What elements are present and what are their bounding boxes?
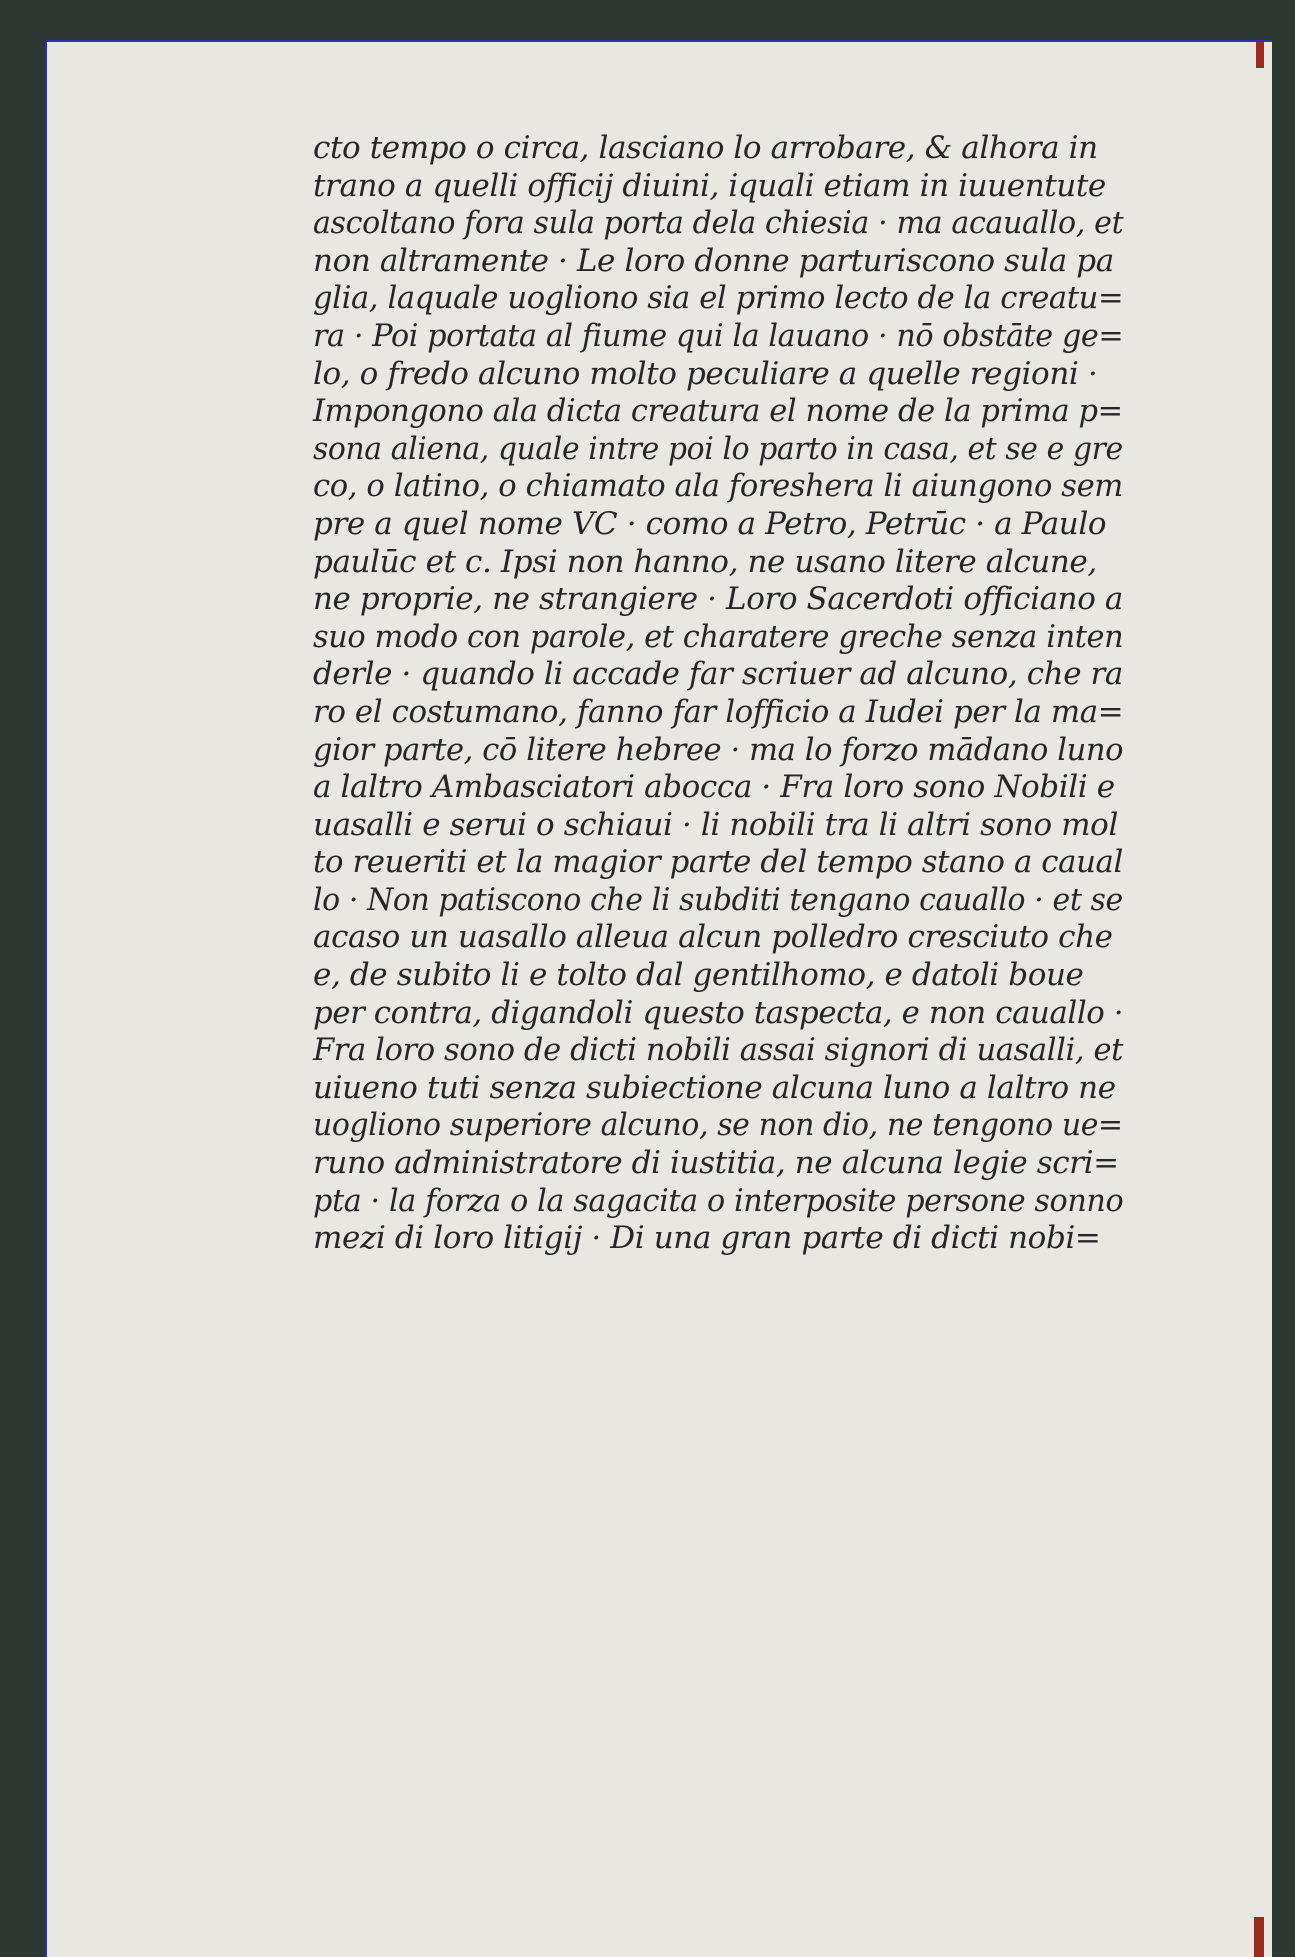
text-line: ro el costumano, fanno far lofficio a Iudei per la ma= <box>313 693 1124 730</box>
text-line: paulūc et c. Ipsi non hanno, ne usano litere alcune, <box>313 543 1097 580</box>
page-edge-mark-top <box>1256 42 1264 68</box>
text-line: ne proprie, ne strangiere · Loro Sacerdoti officiano a <box>313 581 1123 618</box>
text-line: pre a quel nome VC · como a Petro, Petrūc · a Paulo <box>313 505 1107 542</box>
text-line: sona aliena, quale intre poi lo parto in casa, et se e gre <box>313 430 1123 467</box>
text-line: uogliono superiore alcuno, se non dio, ne tengono ue= <box>313 1107 1123 1144</box>
text-line: Impongono ala dicta creatura el nome de la prima p= <box>313 393 1123 430</box>
text-line: Fra loro sono de dicti nobili assai signori di uasalli, et <box>313 1032 1124 1069</box>
text-line: lo, o fredo alcuno molto peculiare a quelle regioni · <box>313 355 1098 392</box>
text-line: glia, laquale uogliono sia el primo lecto de la creatu= <box>313 280 1124 317</box>
page-text-block <box>313 130 1123 1258</box>
text-line: runo administratore di iustitia, ne alcuna legie scri= <box>313 1145 1119 1182</box>
text-line: co, o latino, o chiamato ala foreshera li aiungono sem <box>313 468 1123 505</box>
text-line: cto tempo o circa, lasciano lo arrobare, & alhora in <box>313 130 1098 166</box>
text-line: a laltro Ambasciatori abocca · Fra loro sono Nobili e <box>313 769 1115 806</box>
text-line: acaso un uasallo alleua alcun polledro cresciuto che <box>313 919 1113 956</box>
text-line: ascoltano fora sula porta dela chiesia · ma acauallo, et <box>313 205 1124 242</box>
text-line: uiueno tuti senza subiectione alcuna luno a laltro ne <box>313 1069 1116 1106</box>
text-line: non altramente · Le loro donne parturiscono sula pa <box>313 242 1114 279</box>
text-line: trano a quelli officij diuini, iquali etiam in iuuentute <box>313 167 1106 204</box>
text-line: suo modo con parole, et charatere greche senza inten <box>313 618 1124 655</box>
text-line: pta · la forza o la sagacita o interposite persone sonno <box>313 1182 1124 1219</box>
text-line: mezi di loro litigij · Di una gran parte di dicti nobi= <box>313 1220 1101 1257</box>
page-edge-mark-bottom <box>1254 1917 1264 1957</box>
text-line: derle · quando li accade far scriuer ad alcuno, che ra <box>313 656 1123 693</box>
text-line: e, de subito li e tolto dal gentilhomo, e datoli boue <box>313 957 1084 994</box>
text-line: uasalli e serui o schiaui · li nobili tra li altri sono mol <box>313 806 1118 843</box>
text-line: lo · Non patiscono che li subditi tengano cauallo · et se <box>313 881 1123 918</box>
text-line: ra · Poi portata al fiume qui la lauano · nō obstāte ge= <box>313 317 1124 354</box>
text-line: gior parte, cō litere hebree · ma lo forzo mādano luno <box>313 731 1124 768</box>
text-line: to reueriti et la magior parte del tempo stano a caual <box>313 844 1123 881</box>
text-line: per contra, digandoli questo taspecta, e non cauallo · <box>313 994 1124 1031</box>
